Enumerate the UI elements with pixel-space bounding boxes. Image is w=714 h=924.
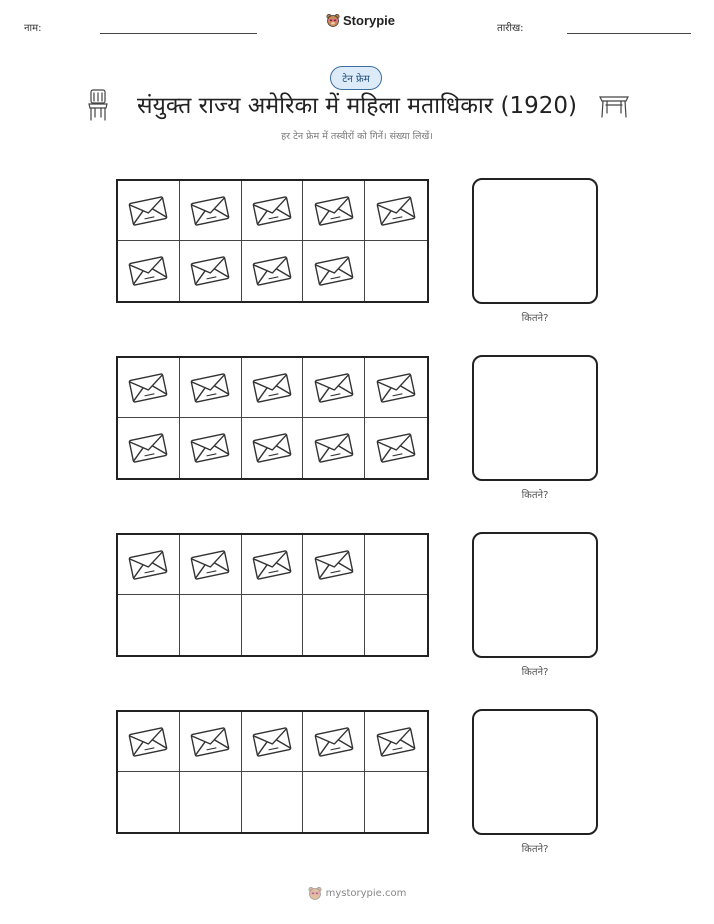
date-line xyxy=(567,33,691,34)
ten-frame-cell xyxy=(180,358,242,418)
ten-frame-cell xyxy=(303,241,365,301)
envelope-icon xyxy=(128,431,168,465)
ten-frame-badge: टेन फ्रेम xyxy=(330,66,382,90)
ten-frame-cell xyxy=(365,712,427,772)
ten-frame-1 xyxy=(116,179,429,303)
footer xyxy=(0,886,714,901)
envelope-icon xyxy=(314,254,354,288)
envelope-icon xyxy=(252,254,292,288)
worksheet-title: संयुक्त राज्य अमेरिका में महिला मताधिकार (1920) xyxy=(136,93,578,119)
envelope-icon xyxy=(314,725,354,759)
envelope-icon xyxy=(252,548,292,582)
ten-frame-cell xyxy=(365,418,427,478)
envelope-icon xyxy=(190,548,230,582)
ten-frame-cell xyxy=(180,418,242,478)
envelope-icon xyxy=(314,194,354,228)
envelope-icon xyxy=(252,725,292,759)
answer-label: कितने? xyxy=(521,844,549,855)
ten-frame-cell xyxy=(118,241,180,301)
ten-frame-3 xyxy=(116,533,429,657)
answer-box-1[interactable] xyxy=(472,178,598,304)
envelope-icon xyxy=(252,371,292,405)
ten-frame-cell xyxy=(118,418,180,478)
ten-frame-cell xyxy=(303,535,365,595)
ten-frame-cell xyxy=(365,595,427,655)
table-icon xyxy=(598,93,630,119)
envelope-icon xyxy=(190,194,230,228)
answer-label: कितने? xyxy=(521,667,549,678)
ten-frame-cell xyxy=(242,181,304,241)
ten-frame-cell xyxy=(118,772,180,832)
envelope-icon xyxy=(128,371,168,405)
ten-frame-cell xyxy=(180,712,242,772)
envelope-icon xyxy=(190,254,230,288)
ten-frame-cell xyxy=(180,772,242,832)
ten-frame-cell xyxy=(303,712,365,772)
envelope-icon xyxy=(252,431,292,465)
bear-mascot-icon xyxy=(326,13,340,28)
ten-frame-cell xyxy=(118,712,180,772)
ten-frame-cell xyxy=(303,418,365,478)
brand-name: Storypie xyxy=(343,13,396,28)
ten-frame-cell xyxy=(303,358,365,418)
ten-frame-2 xyxy=(116,356,429,480)
answer-box-4[interactable] xyxy=(472,709,598,835)
envelope-icon xyxy=(128,548,168,582)
envelope-icon xyxy=(376,431,416,465)
ten-frame-cell xyxy=(118,535,180,595)
envelope-icon xyxy=(314,548,354,582)
answer-label: कितने? xyxy=(521,490,549,501)
ten-frame-cell xyxy=(365,772,427,832)
ten-frame-cell xyxy=(242,358,304,418)
answer-box-2[interactable] xyxy=(472,355,598,481)
ten-frame-cell xyxy=(242,241,304,301)
ten-frame-cell xyxy=(303,595,365,655)
date-label: तारीख: xyxy=(497,23,524,34)
ten-frame-cell xyxy=(180,181,242,241)
ten-frame-cell xyxy=(365,358,427,418)
ten-frame-cell xyxy=(118,181,180,241)
ten-frame-cell xyxy=(242,535,304,595)
name-label: नाम: xyxy=(24,23,42,34)
envelope-icon xyxy=(252,194,292,228)
answer-label: कितने? xyxy=(521,313,549,324)
ten-frame-cell xyxy=(242,595,304,655)
worksheet-header xyxy=(0,0,714,50)
ten-frame-cell xyxy=(180,595,242,655)
bear-mascot-icon xyxy=(308,886,322,901)
envelope-icon xyxy=(376,725,416,759)
ten-frame-cell xyxy=(180,535,242,595)
ten-frame-cell xyxy=(180,241,242,301)
ten-frame-cell xyxy=(242,712,304,772)
ten-frame-cell xyxy=(365,535,427,595)
ten-frame-cell xyxy=(303,181,365,241)
envelope-icon xyxy=(128,254,168,288)
envelope-icon xyxy=(376,194,416,228)
envelope-icon xyxy=(190,725,230,759)
envelope-icon xyxy=(128,725,168,759)
answer-box-3[interactable] xyxy=(472,532,598,658)
footer-url: mystorypie.com xyxy=(325,888,407,899)
name-line xyxy=(100,33,257,34)
envelope-icon xyxy=(190,431,230,465)
ten-frame-cell xyxy=(118,358,180,418)
ten-frame-cell xyxy=(118,595,180,655)
envelope-icon xyxy=(314,431,354,465)
instructions: हर टेन फ्रेम में तस्वीरों को गिनें। संख्या लिखें। xyxy=(281,131,433,142)
ten-frame-cell xyxy=(242,418,304,478)
envelope-icon xyxy=(128,194,168,228)
ten-frame-cell xyxy=(365,181,427,241)
brand-logo xyxy=(326,13,395,28)
ten-frame-cell xyxy=(303,772,365,832)
envelope-icon xyxy=(376,371,416,405)
envelope-icon xyxy=(314,371,354,405)
envelope-icon xyxy=(190,371,230,405)
ten-frame-cell xyxy=(365,241,427,301)
ten-frame-cell xyxy=(242,772,304,832)
ten-frame-4 xyxy=(116,710,429,834)
